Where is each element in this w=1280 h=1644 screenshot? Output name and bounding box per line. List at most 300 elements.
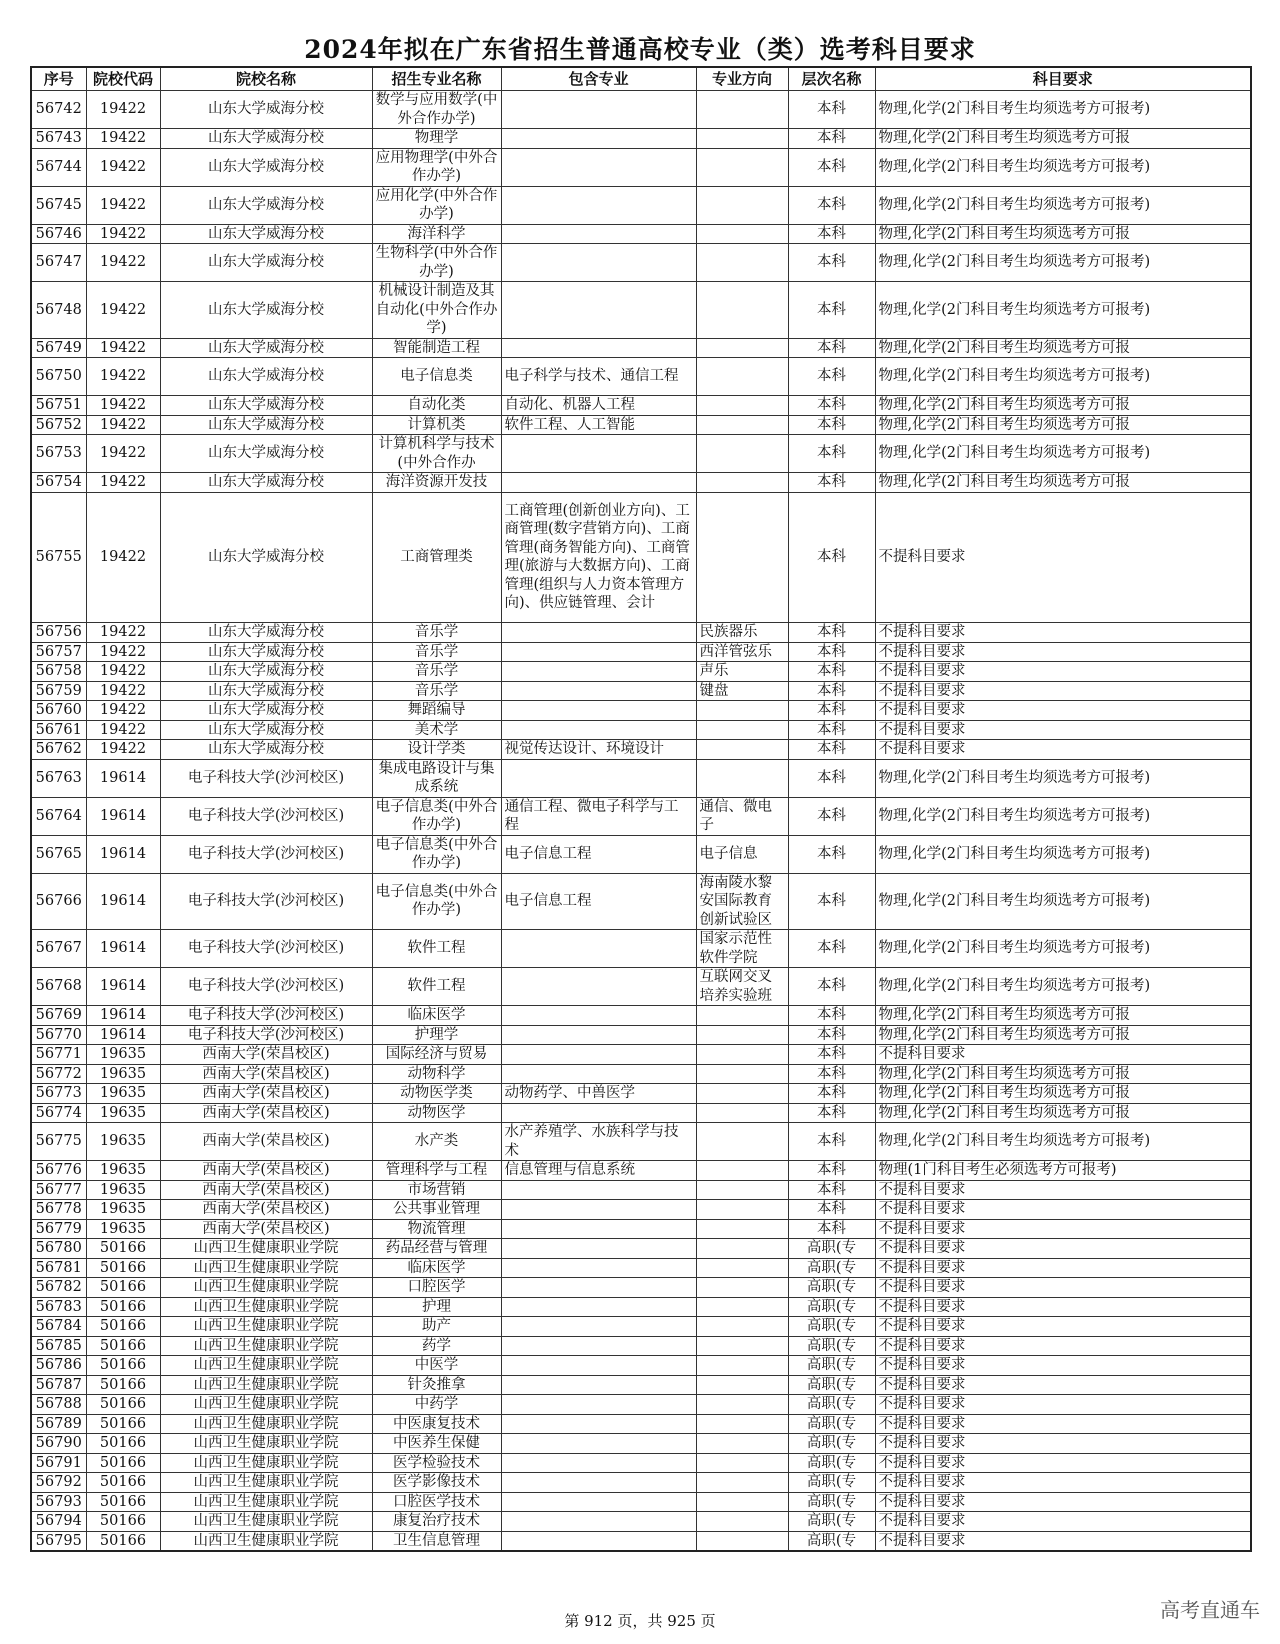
cell-level: 本科 (788, 244, 875, 282)
table-row (31, 1200, 1251, 1220)
cell-requirement: 物理,化学(2门科目考生均须选考方可报 (875, 224, 1251, 244)
cell-school-name: 山东大学威海分校 (160, 129, 372, 149)
cell-school-code: 50166 (86, 1317, 160, 1337)
cell-requirement: 不提科目要求 (875, 1473, 1251, 1493)
cell-requirement: 不提科目要求 (875, 1317, 1251, 1337)
cell-level: 高职(专 (788, 1531, 875, 1551)
cell-requirement: 物理,化学(2门科目考生均须选考方可报 (875, 1025, 1251, 1045)
cell-id: 56787 (31, 1375, 86, 1395)
cell-direction (696, 1219, 788, 1239)
cell-major-name: 中医康复技术 (372, 1414, 501, 1434)
cell-id: 56766 (31, 873, 86, 930)
cell-school-code: 50166 (86, 1512, 160, 1532)
table-row (31, 873, 1251, 930)
cell-requirement: 不提科目要求 (875, 1512, 1251, 1532)
header-requirement: 科目要求 (875, 67, 1251, 91)
cell-requirement: 物理,化学(2门科目考生均须选考方可报考) (875, 282, 1251, 339)
cell-school-name: 电子科技大学(沙河校区) (160, 873, 372, 930)
cell-direction (696, 1180, 788, 1200)
cell-level: 本科 (788, 224, 875, 244)
cell-requirement: 物理,化学(2门科目考生均须选考方可报考) (875, 930, 1251, 968)
cell-id: 56765 (31, 835, 86, 873)
cell-school-name: 山西卫生健康职业学院 (160, 1356, 372, 1376)
cell-level: 高职(专 (788, 1239, 875, 1259)
cell-major-name: 生物科学(中外合作办学) (372, 244, 501, 282)
cell-school-name: 西南大学(荣昌校区) (160, 1103, 372, 1123)
cell-requirement: 不提科目要求 (875, 1375, 1251, 1395)
cell-school-name: 山东大学威海分校 (160, 224, 372, 244)
table-row (31, 623, 1251, 643)
cell-id: 56782 (31, 1278, 86, 1298)
cell-direction (696, 1414, 788, 1434)
cell-school-code: 19422 (86, 662, 160, 682)
cell-requirement: 不提科目要求 (875, 1219, 1251, 1239)
cell-level: 本科 (788, 186, 875, 224)
cell-level: 本科 (788, 148, 875, 186)
cell-major-name: 护理学 (372, 1025, 501, 1045)
cell-level: 本科 (788, 930, 875, 968)
table-row (31, 415, 1251, 435)
cell-school-code: 50166 (86, 1375, 160, 1395)
cell-included-majors (501, 91, 696, 129)
cell-major-name: 舞蹈编导 (372, 701, 501, 721)
cell-school-name: 山西卫生健康职业学院 (160, 1258, 372, 1278)
cell-school-name: 西南大学(荣昌校区) (160, 1219, 372, 1239)
cell-school-code: 19635 (86, 1161, 160, 1181)
cell-id: 56762 (31, 740, 86, 760)
cell-major-name: 护理 (372, 1297, 501, 1317)
cell-level: 本科 (788, 835, 875, 873)
cell-direction (696, 1375, 788, 1395)
cell-id: 56771 (31, 1045, 86, 1065)
cell-major-name: 中药学 (372, 1395, 501, 1415)
cell-level: 本科 (788, 492, 875, 623)
cell-direction (696, 473, 788, 493)
cell-major-name: 药学 (372, 1336, 501, 1356)
cell-school-code: 19614 (86, 797, 160, 835)
cell-level: 本科 (788, 720, 875, 740)
page-title: 2024年拟在广东省招生普通高校专业（类）选考科目要求 (304, 35, 976, 64)
cell-id: 56761 (31, 720, 86, 740)
cell-school-name: 山西卫生健康职业学院 (160, 1492, 372, 1512)
cell-direction: 民族器乐 (696, 623, 788, 643)
table-row (31, 129, 1251, 149)
cell-id: 56744 (31, 148, 86, 186)
table-row (31, 396, 1251, 416)
cell-school-name: 山西卫生健康职业学院 (160, 1453, 372, 1473)
cell-requirement: 物理,化学(2门科目考生均须选考方可报 (875, 1103, 1251, 1123)
cell-school-code: 50166 (86, 1492, 160, 1512)
cell-major-name: 音乐学 (372, 681, 501, 701)
cell-school-name: 山东大学威海分校 (160, 338, 372, 358)
table-row (31, 1356, 1251, 1376)
cell-school-code: 19614 (86, 873, 160, 930)
cell-major-name: 工商管理类 (372, 492, 501, 623)
cell-included-majors (501, 1006, 696, 1026)
table-row (31, 224, 1251, 244)
cell-requirement: 物理,化学(2门科目考生均须选考方可报考) (875, 91, 1251, 129)
cell-school-code: 19422 (86, 282, 160, 339)
cell-major-name: 临床医学 (372, 1258, 501, 1278)
cell-direction: 互联网交叉培养实验班 (696, 968, 788, 1006)
cell-level: 本科 (788, 1045, 875, 1065)
header-level: 层次名称 (788, 67, 875, 91)
cell-included-majors: 通信工程、微电子科学与工程 (501, 797, 696, 835)
table-row (31, 1103, 1251, 1123)
cell-included-majors: 自动化、机器人工程 (501, 396, 696, 416)
cell-id: 56752 (31, 415, 86, 435)
cell-direction (696, 1512, 788, 1532)
cell-school-code: 19422 (86, 740, 160, 760)
cell-requirement: 物理,化学(2门科目考生均须选考方可报 (875, 129, 1251, 149)
table-row (31, 1297, 1251, 1317)
cell-school-code: 19422 (86, 681, 160, 701)
table-header-row (31, 67, 1251, 91)
cell-school-code: 19422 (86, 396, 160, 416)
cell-school-code: 19635 (86, 1180, 160, 1200)
cell-direction (696, 129, 788, 149)
cell-requirement: 不提科目要求 (875, 1180, 1251, 1200)
cell-level: 本科 (788, 1180, 875, 1200)
table-row (31, 1492, 1251, 1512)
table-row (31, 1258, 1251, 1278)
requirements-table (30, 66, 1252, 1552)
cell-major-name: 软件工程 (372, 968, 501, 1006)
cell-id: 56756 (31, 623, 86, 643)
cell-level: 本科 (788, 1161, 875, 1181)
cell-direction (696, 1317, 788, 1337)
cell-id: 56770 (31, 1025, 86, 1045)
table-row (31, 91, 1251, 129)
cell-included-majors (501, 1045, 696, 1065)
cell-level: 本科 (788, 338, 875, 358)
cell-school-code: 19614 (86, 835, 160, 873)
cell-major-name: 临床医学 (372, 1006, 501, 1026)
cell-major-name: 计算机类 (372, 415, 501, 435)
cell-major-name: 卫生信息管理 (372, 1531, 501, 1551)
cell-direction (696, 1200, 788, 1220)
cell-level: 本科 (788, 1103, 875, 1123)
cell-school-name: 山西卫生健康职业学院 (160, 1473, 372, 1493)
cell-level: 高职(专 (788, 1278, 875, 1298)
cell-direction (696, 1356, 788, 1376)
table-row (31, 1278, 1251, 1298)
cell-direction: 键盘 (696, 681, 788, 701)
cell-school-name: 山西卫生健康职业学院 (160, 1531, 372, 1551)
cell-major-name: 国际经济与贸易 (372, 1045, 501, 1065)
cell-requirement: 不提科目要求 (875, 1200, 1251, 1220)
cell-requirement: 不提科目要求 (875, 1531, 1251, 1551)
cell-school-code: 50166 (86, 1434, 160, 1454)
cell-requirement: 不提科目要求 (875, 740, 1251, 760)
cell-requirement: 物理,化学(2门科目考生均须选考方可报 (875, 1064, 1251, 1084)
cell-requirement: 不提科目要求 (875, 720, 1251, 740)
cell-id: 56753 (31, 435, 86, 473)
cell-school-code: 50166 (86, 1414, 160, 1434)
table-row (31, 244, 1251, 282)
cell-included-majors (501, 623, 696, 643)
cell-direction: 国家示范性软件学院 (696, 930, 788, 968)
cell-direction (696, 1239, 788, 1259)
cell-school-name: 山西卫生健康职业学院 (160, 1414, 372, 1434)
cell-id: 56783 (31, 1297, 86, 1317)
cell-level: 高职(专 (788, 1375, 875, 1395)
cell-school-code: 19614 (86, 1025, 160, 1045)
cell-major-name: 公共事业管理 (372, 1200, 501, 1220)
cell-direction (696, 759, 788, 797)
cell-included-majors (501, 662, 696, 682)
cell-requirement: 不提科目要求 (875, 1453, 1251, 1473)
cell-major-name: 机械设计制造及其自动化(中外合作办学) (372, 282, 501, 339)
cell-level: 本科 (788, 642, 875, 662)
table-row (31, 1180, 1251, 1200)
cell-school-code: 19422 (86, 720, 160, 740)
table-row (31, 1084, 1251, 1104)
cell-id: 56750 (31, 358, 86, 396)
table-row (31, 740, 1251, 760)
cell-level: 本科 (788, 1064, 875, 1084)
cell-included-majors (501, 1103, 696, 1123)
cell-major-name: 应用物理学(中外合作办学) (372, 148, 501, 186)
cell-school-code: 19635 (86, 1123, 160, 1161)
cell-school-name: 山西卫生健康职业学院 (160, 1395, 372, 1415)
cell-direction (696, 740, 788, 760)
cell-direction (696, 1064, 788, 1084)
cell-school-name: 山西卫生健康职业学院 (160, 1336, 372, 1356)
cell-id: 56758 (31, 662, 86, 682)
cell-school-name: 电子科技大学(沙河校区) (160, 835, 372, 873)
cell-school-name: 山东大学威海分校 (160, 91, 372, 129)
cell-id: 56791 (31, 1453, 86, 1473)
cell-id: 56776 (31, 1161, 86, 1181)
cell-major-name: 医学检验技术 (372, 1453, 501, 1473)
cell-major-name: 应用化学(中外合作办学) (372, 186, 501, 224)
table-row (31, 1006, 1251, 1026)
table-row (31, 835, 1251, 873)
cell-major-name: 管理科学与工程 (372, 1161, 501, 1181)
cell-requirement: 不提科目要求 (875, 1258, 1251, 1278)
header-included-majors: 包含专业 (501, 67, 696, 91)
cell-included-majors (501, 681, 696, 701)
cell-major-name: 动物医学 (372, 1103, 501, 1123)
cell-school-name: 山东大学威海分校 (160, 492, 372, 623)
cell-school-name: 山西卫生健康职业学院 (160, 1239, 372, 1259)
table-row (31, 492, 1251, 623)
cell-level: 本科 (788, 1200, 875, 1220)
cell-included-majors (501, 1336, 696, 1356)
cell-level: 本科 (788, 396, 875, 416)
cell-school-name: 西南大学(荣昌校区) (160, 1161, 372, 1181)
cell-major-name: 物理学 (372, 129, 501, 149)
table-row (31, 1531, 1251, 1551)
cell-major-name: 智能制造工程 (372, 338, 501, 358)
cell-requirement: 物理,化学(2门科目考生均须选考方可报 (875, 415, 1251, 435)
cell-direction (696, 1025, 788, 1045)
cell-level: 高职(专 (788, 1356, 875, 1376)
cell-level: 本科 (788, 1084, 875, 1104)
cell-requirement: 物理,化学(2门科目考生均须选考方可报考) (875, 148, 1251, 186)
cell-direction (696, 1531, 788, 1551)
cell-direction (696, 148, 788, 186)
cell-id: 56788 (31, 1395, 86, 1415)
cell-direction (696, 1045, 788, 1065)
cell-school-name: 山东大学威海分校 (160, 623, 372, 643)
table-row (31, 1375, 1251, 1395)
table-row (31, 1317, 1251, 1337)
table-row (31, 1219, 1251, 1239)
table-row (31, 435, 1251, 473)
cell-school-name: 山东大学威海分校 (160, 681, 372, 701)
cell-major-name: 电子信息类(中外合作办学) (372, 797, 501, 835)
cell-id: 56763 (31, 759, 86, 797)
cell-id: 56773 (31, 1084, 86, 1104)
cell-school-code: 19422 (86, 129, 160, 149)
cell-id: 56748 (31, 282, 86, 339)
cell-level: 高职(专 (788, 1336, 875, 1356)
cell-requirement: 不提科目要求 (875, 1045, 1251, 1065)
cell-requirement: 物理,化学(2门科目考生均须选考方可报考) (875, 1123, 1251, 1161)
cell-included-majors (501, 1512, 696, 1532)
cell-school-name: 山东大学威海分校 (160, 435, 372, 473)
table-row (31, 186, 1251, 224)
cell-id: 56795 (31, 1531, 86, 1551)
cell-school-name: 山东大学威海分校 (160, 720, 372, 740)
cell-school-name: 山东大学威海分校 (160, 701, 372, 721)
cell-id: 56746 (31, 224, 86, 244)
cell-direction (696, 338, 788, 358)
cell-id: 56769 (31, 1006, 86, 1026)
cell-school-name: 山西卫生健康职业学院 (160, 1434, 372, 1454)
cell-direction (696, 1492, 788, 1512)
cell-major-name: 市场营销 (372, 1180, 501, 1200)
table-row (31, 1395, 1251, 1415)
cell-school-code: 50166 (86, 1356, 160, 1376)
cell-included-majors (501, 720, 696, 740)
cell-school-name: 山东大学威海分校 (160, 396, 372, 416)
cell-school-code: 50166 (86, 1278, 160, 1298)
cell-school-name: 山东大学威海分校 (160, 740, 372, 760)
cell-id: 56768 (31, 968, 86, 1006)
cell-school-code: 19422 (86, 186, 160, 224)
cell-requirement: 物理,化学(2门科目考生均须选考方可报考) (875, 358, 1251, 396)
cell-level: 高职(专 (788, 1453, 875, 1473)
cell-direction (696, 224, 788, 244)
cell-level: 本科 (788, 1219, 875, 1239)
cell-major-name: 动物医学类 (372, 1084, 501, 1104)
cell-major-name: 音乐学 (372, 642, 501, 662)
cell-requirement: 不提科目要求 (875, 623, 1251, 643)
cell-direction: 海南陵水黎安国际教育创新试验区 (696, 873, 788, 930)
cell-school-name: 电子科技大学(沙河校区) (160, 759, 372, 797)
cell-level: 本科 (788, 740, 875, 760)
cell-id: 56778 (31, 1200, 86, 1220)
cell-major-name: 电子信息类 (372, 358, 501, 396)
cell-major-name: 集成电路设计与集成系统 (372, 759, 501, 797)
cell-requirement: 不提科目要求 (875, 701, 1251, 721)
cell-level: 本科 (788, 282, 875, 339)
cell-id: 56775 (31, 1123, 86, 1161)
cell-included-majors (501, 642, 696, 662)
cell-id: 56759 (31, 681, 86, 701)
cell-id: 56781 (31, 1258, 86, 1278)
table-row (31, 797, 1251, 835)
cell-id: 56793 (31, 1492, 86, 1512)
cell-direction (696, 1258, 788, 1278)
cell-school-code: 19422 (86, 415, 160, 435)
cell-school-code: 19422 (86, 701, 160, 721)
cell-school-code: 19422 (86, 91, 160, 129)
table-row (31, 1064, 1251, 1084)
cell-school-code: 19635 (86, 1219, 160, 1239)
cell-level: 本科 (788, 968, 875, 1006)
cell-id: 56751 (31, 396, 86, 416)
table-row (31, 282, 1251, 339)
header-id: 序号 (31, 67, 86, 91)
cell-level: 高职(专 (788, 1258, 875, 1278)
table-row (31, 930, 1251, 968)
cell-included-majors (501, 759, 696, 797)
table-row (31, 1414, 1251, 1434)
header-direction: 专业方向 (696, 67, 788, 91)
cell-included-majors (501, 1180, 696, 1200)
cell-requirement: 物理,化学(2门科目考生均须选考方可报 (875, 1084, 1251, 1104)
cell-major-name: 数学与应用数学(中外合作办学) (372, 91, 501, 129)
cell-requirement: 不提科目要求 (875, 1239, 1251, 1259)
cell-school-code: 50166 (86, 1258, 160, 1278)
cell-school-name: 西南大学(荣昌校区) (160, 1084, 372, 1104)
cell-id: 56760 (31, 701, 86, 721)
cell-level: 本科 (788, 129, 875, 149)
table-row (31, 759, 1251, 797)
cell-direction (696, 1336, 788, 1356)
cell-included-majors (501, 129, 696, 149)
cell-school-code: 50166 (86, 1336, 160, 1356)
cell-direction (696, 1123, 788, 1161)
cell-requirement: 不提科目要求 (875, 1434, 1251, 1454)
cell-school-name: 电子科技大学(沙河校区) (160, 797, 372, 835)
cell-level: 高职(专 (788, 1395, 875, 1415)
cell-direction (696, 415, 788, 435)
cell-id: 56742 (31, 91, 86, 129)
cell-included-majors (501, 148, 696, 186)
table-row (31, 1473, 1251, 1493)
cell-included-majors (501, 1064, 696, 1084)
cell-included-majors (501, 1473, 696, 1493)
cell-major-name: 音乐学 (372, 662, 501, 682)
cell-requirement: 物理,化学(2门科目考生均须选考方可报考) (875, 186, 1251, 224)
cell-school-name: 山东大学威海分校 (160, 186, 372, 224)
cell-level: 高职(专 (788, 1492, 875, 1512)
cell-direction (696, 1103, 788, 1123)
cell-direction (696, 701, 788, 721)
table-row (31, 1336, 1251, 1356)
cell-level: 高职(专 (788, 1297, 875, 1317)
cell-direction (696, 1278, 788, 1298)
cell-level: 本科 (788, 623, 875, 643)
cell-school-code: 19422 (86, 244, 160, 282)
table-row (31, 1453, 1251, 1473)
cell-requirement: 不提科目要求 (875, 492, 1251, 623)
cell-school-code: 50166 (86, 1453, 160, 1473)
cell-id: 56794 (31, 1512, 86, 1532)
cell-included-majors (501, 1531, 696, 1551)
cell-direction (696, 396, 788, 416)
cell-included-majors (501, 338, 696, 358)
table-row (31, 662, 1251, 682)
cell-included-majors (501, 930, 696, 968)
cell-included-majors (501, 1356, 696, 1376)
cell-requirement: 不提科目要求 (875, 1278, 1251, 1298)
